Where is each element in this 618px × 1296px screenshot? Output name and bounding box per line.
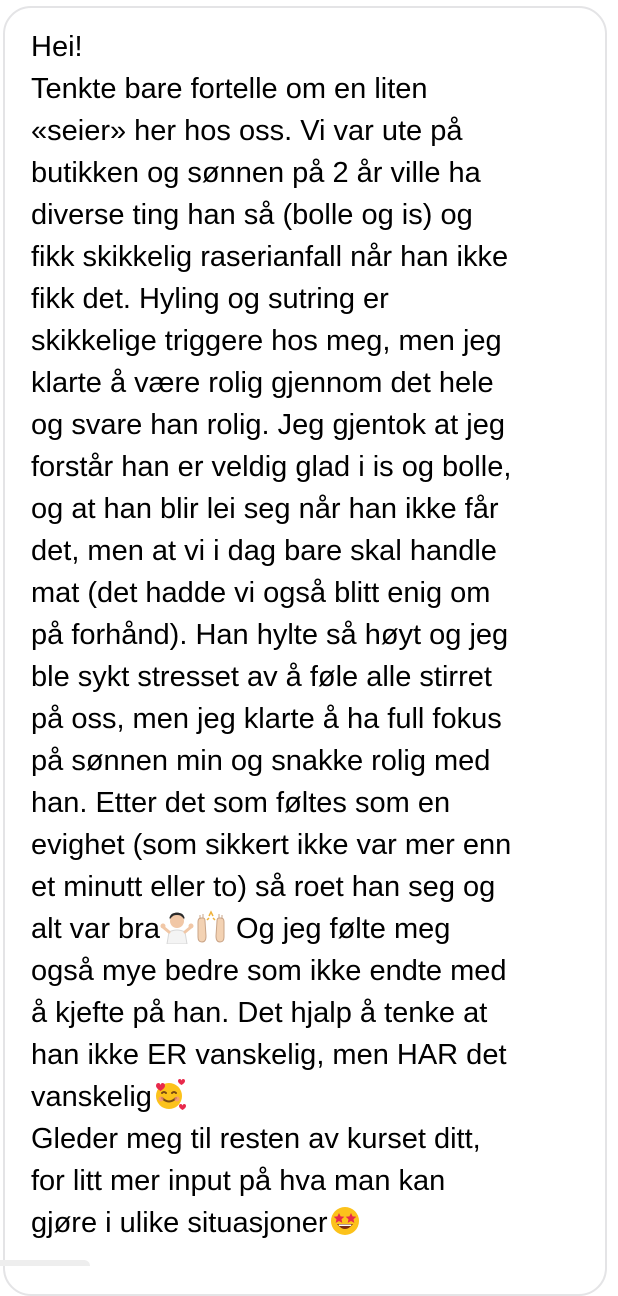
- message-line: mat (det hadde vi også blitt enig om: [31, 572, 591, 614]
- message-line: på forhånd). Han hylte så høyt og jeg: [31, 614, 591, 656]
- message-line: et minutt eller to) så roet han seg og: [31, 866, 591, 908]
- message-line: han. Etter det som føltes som en: [31, 782, 591, 824]
- smiling-face-with-hearts-emoji: [152, 1078, 186, 1112]
- message-line: [31, 1202, 591, 1244]
- message-line: [31, 908, 591, 950]
- message-line-text: vanskelig: [31, 1081, 152, 1113]
- message-line: på sønnen min og snakke rolig med: [31, 740, 591, 782]
- message-line: på oss, men jeg klarte å ha full fokus: [31, 698, 591, 740]
- message-line-text: gjøre i ulike situasjoner: [31, 1207, 328, 1239]
- message-line: [31, 1076, 591, 1118]
- message-line: å kjefte på han. Det hjalp å tenke at: [31, 992, 591, 1034]
- message-line: fikk skikkelig raserianfall når han ikke: [31, 236, 591, 278]
- message-line: for litt mer input på hva man kan: [31, 1160, 591, 1202]
- message-text: [31, 26, 591, 1244]
- message-line: Hei!: [31, 26, 591, 68]
- message-line: Tenkte bare fortelle om en liten: [31, 68, 591, 110]
- raising-hands-emoji: [194, 910, 228, 944]
- message-line: fikk det. Hyling og sutring er: [31, 278, 591, 320]
- message-line-text: Og jeg følte meg: [228, 913, 450, 945]
- star-struck-emoji: [328, 1204, 362, 1238]
- message-line: skikkelige triggere hos meg, men jeg: [31, 320, 591, 362]
- person-shrugging-emoji: [160, 910, 194, 944]
- message-line: klarte å være rolig gjennom det hele: [31, 362, 591, 404]
- bubble-tail: [0, 1260, 90, 1266]
- message-line: evighet (som sikkert ikke var mer enn: [31, 824, 591, 866]
- message-line: også mye bedre som ikke endte med: [31, 950, 591, 992]
- message-line: Gleder meg til resten av kurset ditt,: [31, 1118, 591, 1160]
- message-line: diverse ting han så (bolle og is) og: [31, 194, 591, 236]
- message-line: butikken og sønnen på 2 år ville ha: [31, 152, 591, 194]
- message-line: det, men at vi i dag bare skal handle: [31, 530, 591, 572]
- message-line: og svare han rolig. Jeg gjentok at jeg: [31, 404, 591, 446]
- message-line: og at han blir lei seg når han ikke får: [31, 488, 591, 530]
- message-line: «seier» her hos oss. Vi var ute på: [31, 110, 591, 152]
- message-line: han ikke ER vanskelig, men HAR det: [31, 1034, 591, 1076]
- message-line: forstår han er veldig glad i is og bolle,: [31, 446, 591, 488]
- message-line-text: alt var bra: [31, 913, 160, 945]
- message-line: ble sykt stresset av å føle alle stirret: [31, 656, 591, 698]
